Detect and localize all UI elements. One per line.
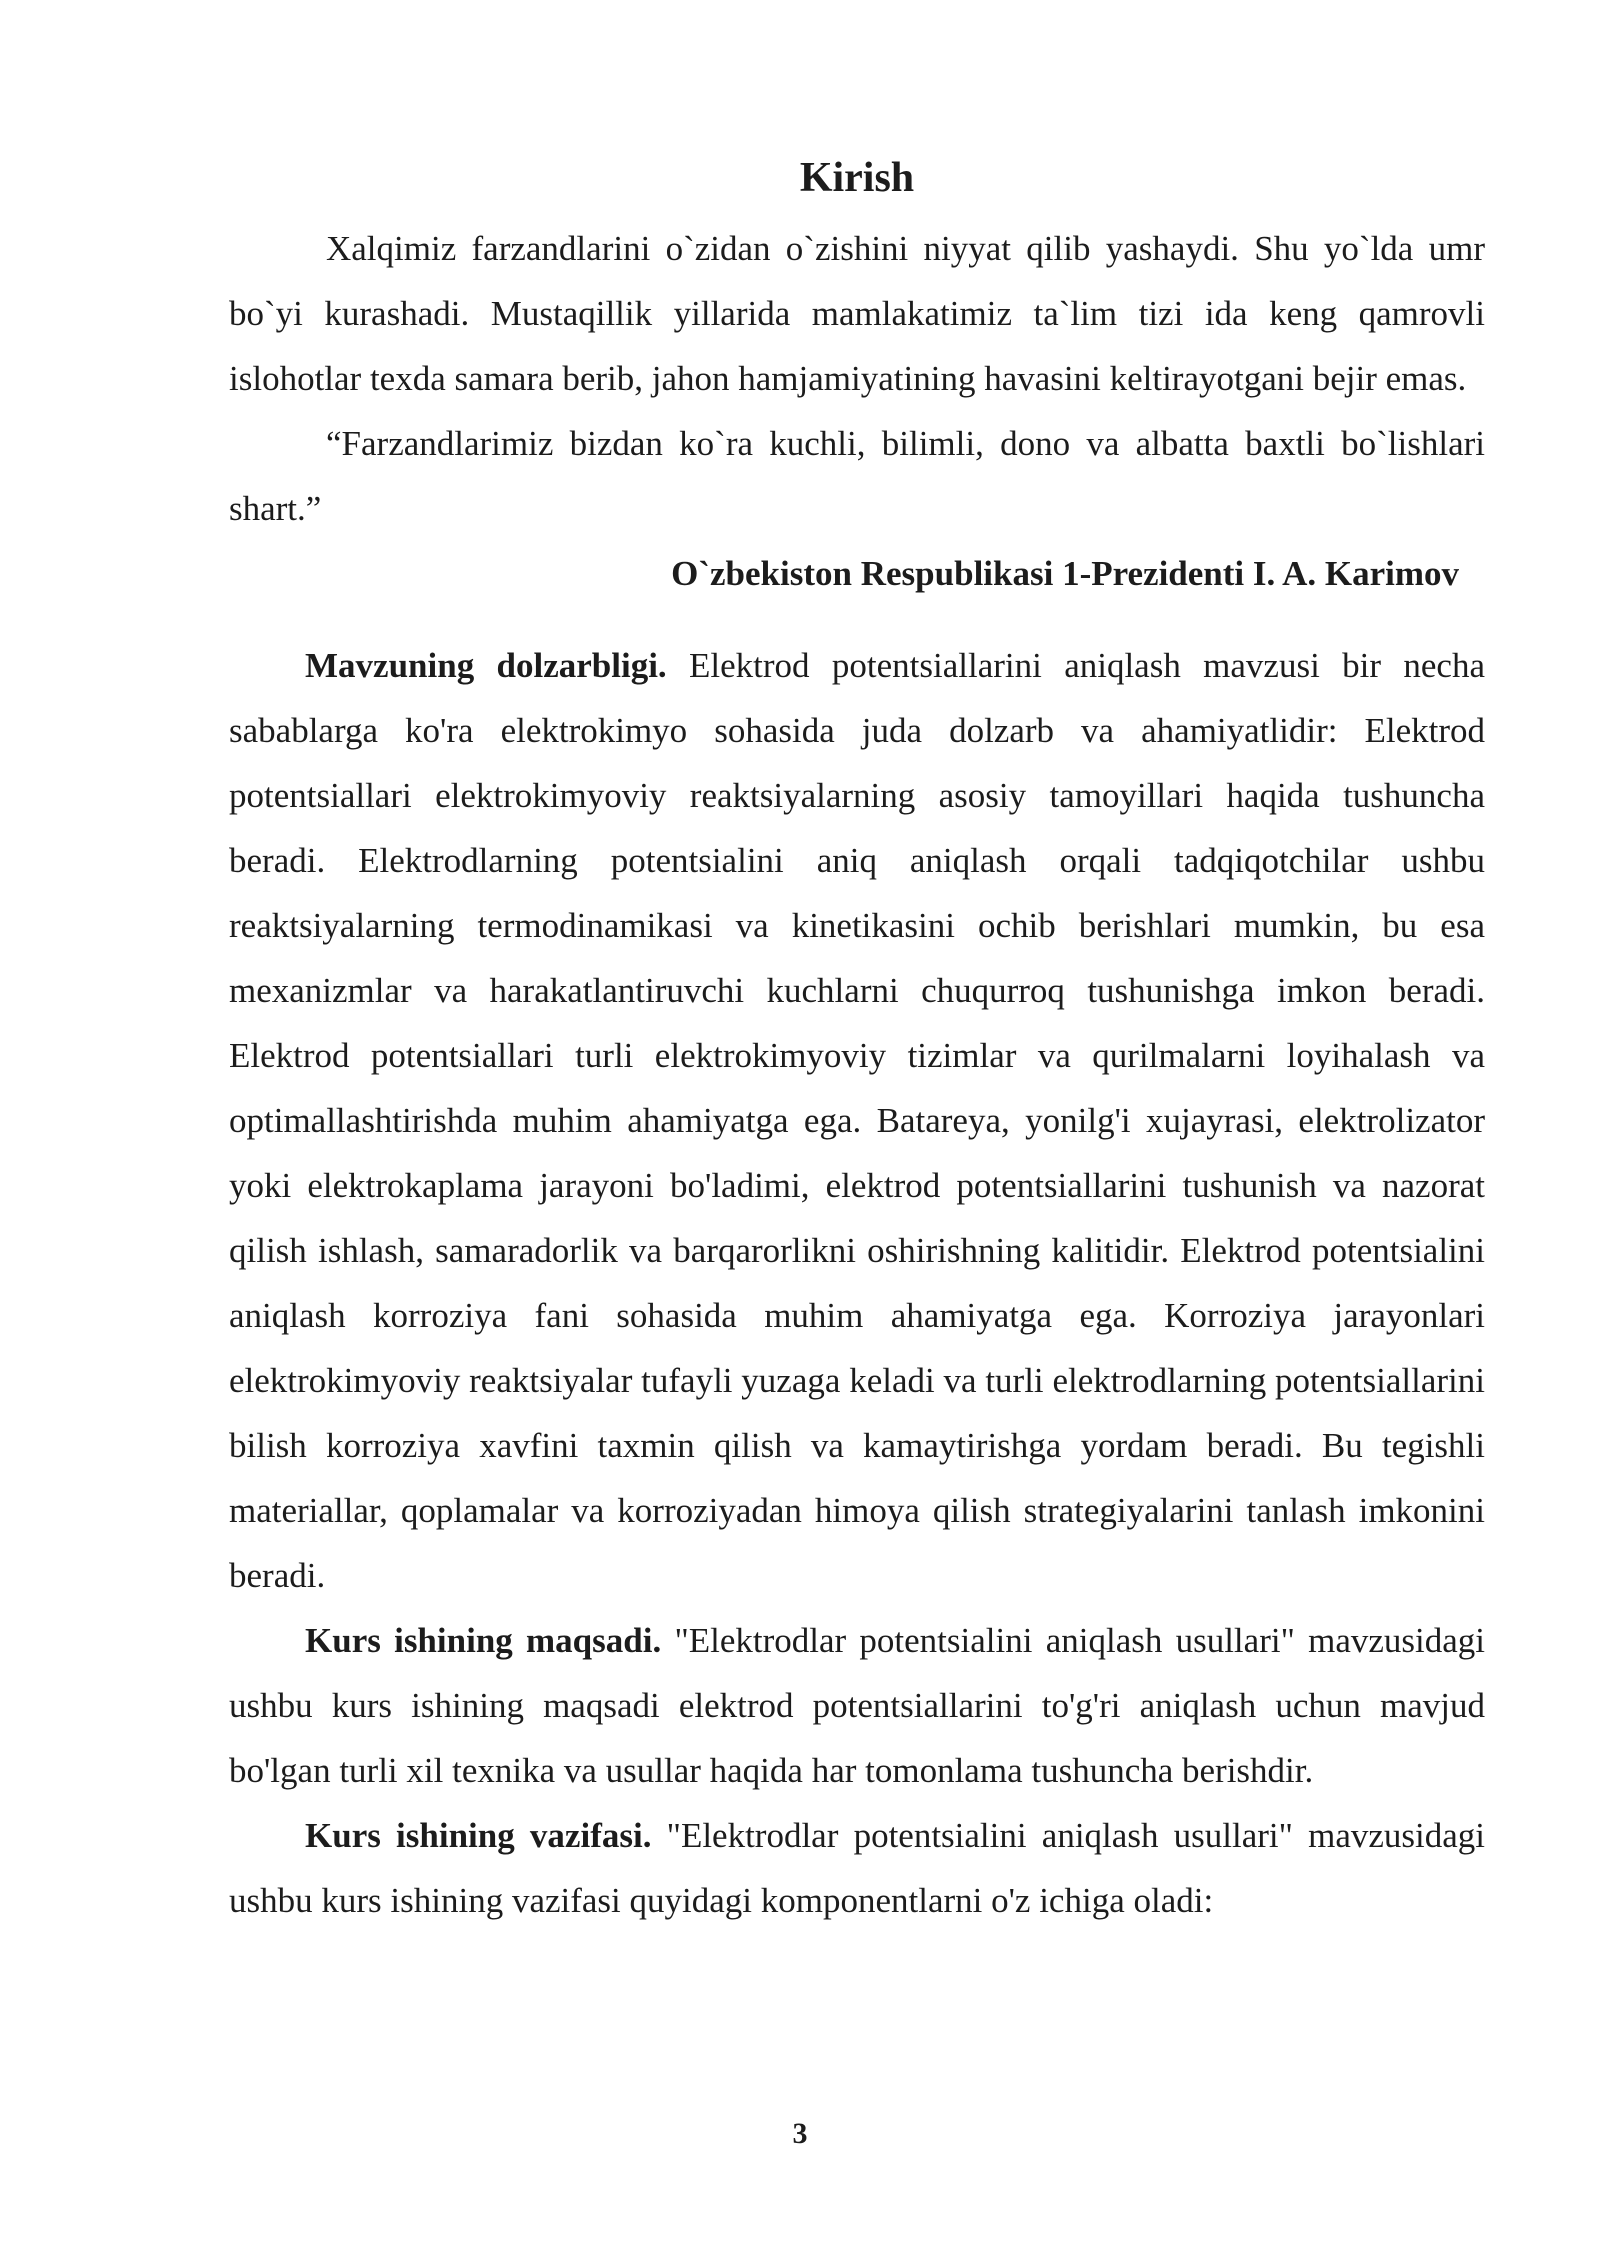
task-paragraph <box>229 1803 1485 1933</box>
goal-heading: Kurs ishining maqsadi. <box>305 1621 662 1660</box>
relevance-paragraph <box>229 633 1485 1608</box>
intro-quote: “Farzandlarimiz bizdan ko`ra kuchli, bilimli, dono va albatta baxtli bo`lishlari shart.” <box>229 424 1485 528</box>
relevance-text: Elektrod potentsiallarini aniqlash mavzusi bir necha sabablarga ko'ra elektrokimyo sohasida juda dolzarb va ahamiyatlidir: Elektrod potentsiallari elektrokimyoviy reaktsiyalarning asosiy tamoyillari haqida tushuncha beradi. Elektrodlarning potentsialini aniq aniqlash orqali tadqiqotchilar ushbu reaktsiyalarning termodinamikasi va kinetikasini ochib berishlari mumkin, bu esa mexanizmlar va harakatlantiruvchi kuchlarni chuqurroq tushunishga imkon beradi. Elektrod potentsiallari turli elektrokimyoviy tizimlar va qurilmalarni loyihalash va optimallashtirishda muhim ahamiyatga ega. Batareya, yonilg'i xujayrasi, elektrolizator yoki elektrokaplama jarayoni bo'ladimi, elektrod potentsiallarini tushunish va nazorat qilish ishlash, samaradorlik va barqarorlikni oshirishning kalitidir. Elektrod potentsialini aniqlash korroziya fani sohasida muhim ahamiyatga ega. Korroziya jarayonlari elektrokimyoviy reaktsiyalar tufayli yuzaga keladi va turli elektrodlarning potentsiallarini bilish korroziya xavfini taxmin qilish va kamaytirishga yordam beradi. Bu tegishli materiallar, qoplamalar va korroziyadan himoya qilish strategiyalarini tanlash imkonini beradi. <box>229 646 1485 1595</box>
page-content <box>229 140 1485 1933</box>
task-text: "Elektrodlar potentsialini aniqlash usullari" mavzusidagi ushbu kurs ishining vazifasi quyidagi komponentlarni o'z ichiga oladi: <box>229 1816 1486 1920</box>
page-number: 3 <box>792 2117 808 2150</box>
goal-paragraph <box>229 1608 1485 1803</box>
relevance-heading: Mavzuning dolzarbligi. <box>305 646 667 685</box>
task-heading: Kurs ishining vazifasi. <box>305 1816 652 1855</box>
goal-text: "Elektrodlar potentsialini aniqlash usullari" mavzusidagi ushbu kurs ishining maqsadi elektrod potentsiallarini to'g'ri aniqlash uchun mavjud bo'lgan turli xil texnika va usullar haqida har tomonlama tushuncha berishdir. <box>229 1621 1486 1790</box>
intro-paragraph: Xalqimiz farzandlarini o`zidan o`zishini niyyat qilib yashaydi. Shu yo`lda umr bo`yi kurashadi. Mustaqillik yillarida mamlakatimiz ta`lim tizi ida keng qamrovli islohotlar texda samara berib, jahon hamjamiyatining havasini keltirayotgani bejir emas. <box>229 229 1485 398</box>
page-title: Kirish <box>799 155 915 201</box>
quote-author: O`zbekiston Respublikasi 1-Prezidenti I. A. Karimov <box>671 554 1459 593</box>
